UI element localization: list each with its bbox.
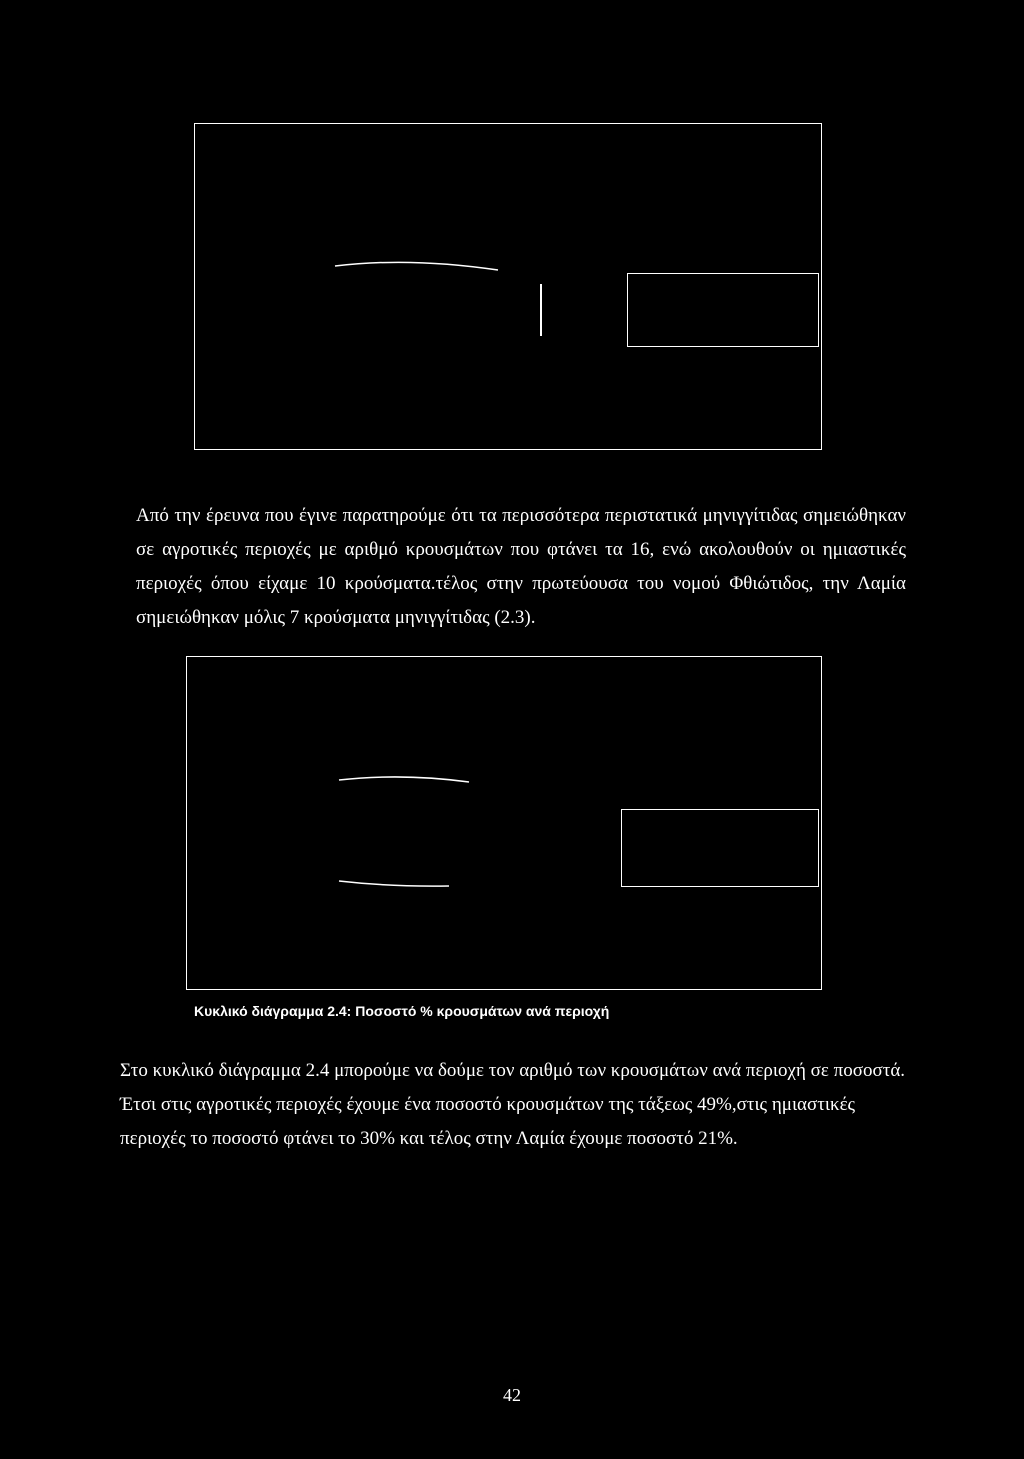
paragraph-pie-description: Στο κυκλικό διάγραμμα 2.4 μπορούμε να δούμε τον αριθμό των κρουσμάτων ανά περιοχή σε ποσοστά. Έτσι στις αγροτικές περιοχές έχουμε ένα ποσοστό κρουσμάτων της τάξεως 49%,στις ημιαστικές περιοχές το ποσοστό φτάνει το 30% και τέλος στην Λαμία έχουμε ποσοστό 21%.	[120, 1060, 906, 1149]
paragraph-intro: Από την έρευνα που έγινε παρατηρούμε ότι τα περισσότερα περιστατικά μηνιγγίτιδας σημειώθηκαν σε αγροτικές περιοχές με αριθμό κρουσμάτων που φτάνει τα 16, ενώ ακολουθούν οι ημιαστικές περιοχές όπου είχαμε 10 κρούσματα.τέλος στην πρωτεύουσα του νομού Φθιώτιδος, την Λαμία σημειώθηκαν μόλις 7 κρούσματα μηνιγγίτιδας (2.3).	[136, 505, 906, 628]
page-number: 42	[503, 1385, 521, 1405]
figure-pie-chart-legend	[621, 809, 819, 887]
figure-bar-chart-legend	[627, 273, 819, 347]
figure-caption: Κυκλικό διάγραμμα 2.4: Ποσοστό % κρουσμάτων ανά περιοχή	[194, 1003, 610, 1019]
figure-bar-chart-frame	[194, 123, 822, 450]
figure-pie-chart-frame	[186, 656, 822, 990]
